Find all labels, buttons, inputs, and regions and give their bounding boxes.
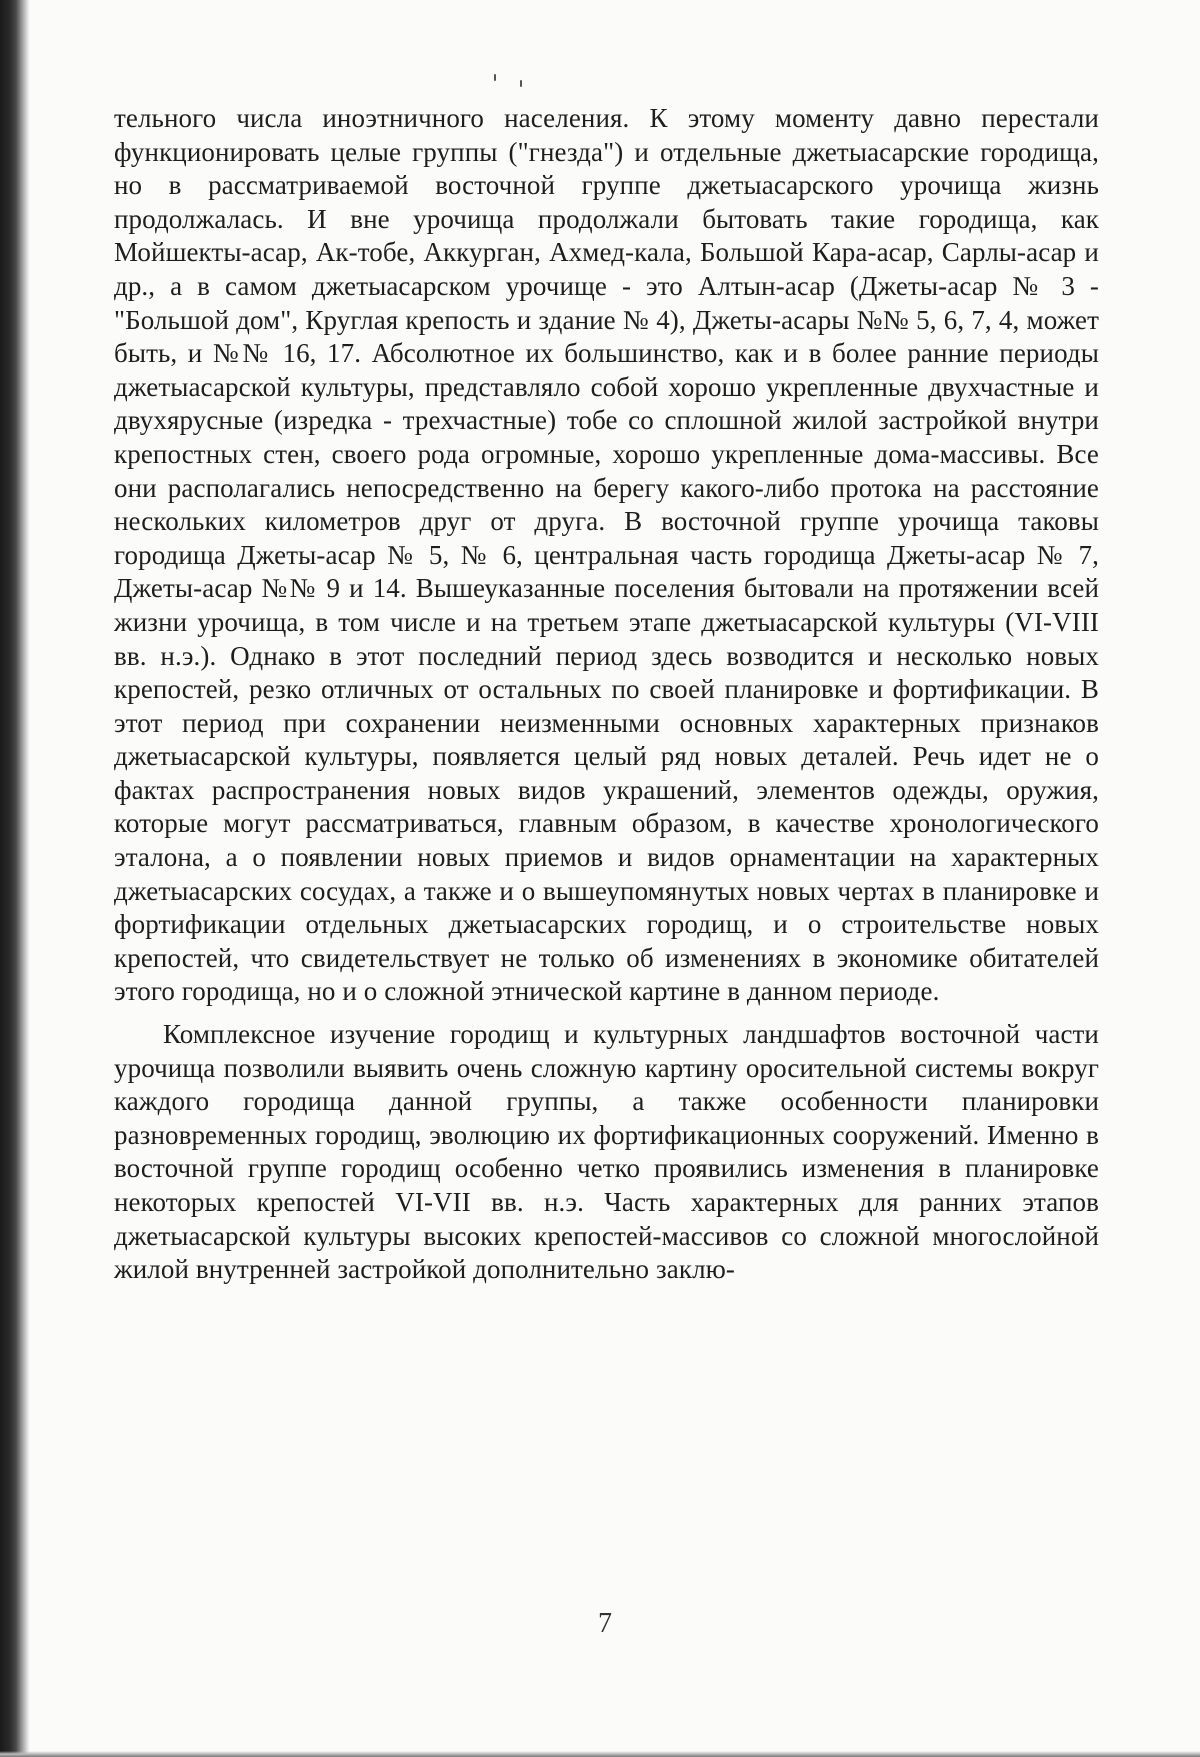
scan-speck xyxy=(494,74,496,81)
paragraph-1: тельного числа иноэтничного населения. К этому моменту давно перестали функционировать целые группы ("гнезда") и отдельные джетыасарские городища, но в рассматриваемой восточной группе джетыасарского урочища жизнь продолжалась. И вне урочища продолжали бытовать такие городища, как Мойшекты-асар, Ак-тобе, Аккурган, Ахмед-кала, Большой Кара-асар, Сарлы-асар и др., а в самом джетыасарском урочище - это Алтын-асар (Джеты-асар № 3 - "Большой дом", Круглая крепость и здание № 4), Джеты-асары №№ 5, 6, 7, 4, может быть, и №№ 16, 17. Абсолютное их большинство, как и в более ранние периоды джетыасарской культуры, представляло собой хорошо укрепленные двухчастные и двухярусные (изредка - трехчастные) тобе со сплошной жилой застройкой внутри крепостных стен, своего рода огромные, хорошо укрепленные дома-массивы. Все они располагались непосредственно на берегу какого-либо протока на расстояние нескольких километров друг от друга. В восточной группе урочища таковы городища Джеты-асар № 5, № 6, центральная часть городища Джеты-асар № 7, Джеты-асар №№ 9 и 14. Вышеуказанные поселения бытовали на протяжении всей жизни урочища, в том числе и на третьем этапе джетыасарской культуры (VI-VIII вв. н.э.). Однако в этот последний период здесь возводится и несколько новых крепостей, резко отличных от остальных по своей планировке и фортификации. В этот период при сохранении неизменными основных характерных признаков джетыасарской культуры, появляется целый ряд новых деталей. Речь идет не о фактах распространения новых видов украшений, элементов одежды, оружия, которые могут рассматриваться, главным образом, в качестве хронологического эталона, а о появлении новых приемов и видов орнаментации на характерных джетыасарских сосудах, а также и о вышеупомянутых новых чертах в планировке и фортификации отдельных джетыасарских городищ, и о строительстве новых крепостей, что свидетельствует не только об изменениях в экономике обитателей этого городища, но и о сложной этнической картине в данном периоде. xyxy=(114,103,1099,1007)
page-bottom-edge xyxy=(0,1751,1200,1757)
scan-speck xyxy=(520,80,522,87)
paragraph-2: Комплексное изучение городищ и культурных ландшафтов восточной части урочища позволили выявить очень сложную картину оросительной системы вокруг каждого городища данной группы, а также особенности планировки разновременных городищ, эволюцию их фортификационных сооружений. Именно в восточной группе городищ особенно четко проявились изменения в планировке некоторых крепостей VI-VII вв. н.э. Часть характерных для ранних этапов джетыасарской культуры высоких крепостей-массивов со сложной многослойной жилой внутренней застройкой дополнительно заклю- xyxy=(114,1019,1099,1285)
book-binding-edge xyxy=(0,0,30,1757)
page-number: 7 xyxy=(598,1608,612,1639)
body-text xyxy=(114,102,1099,1287)
